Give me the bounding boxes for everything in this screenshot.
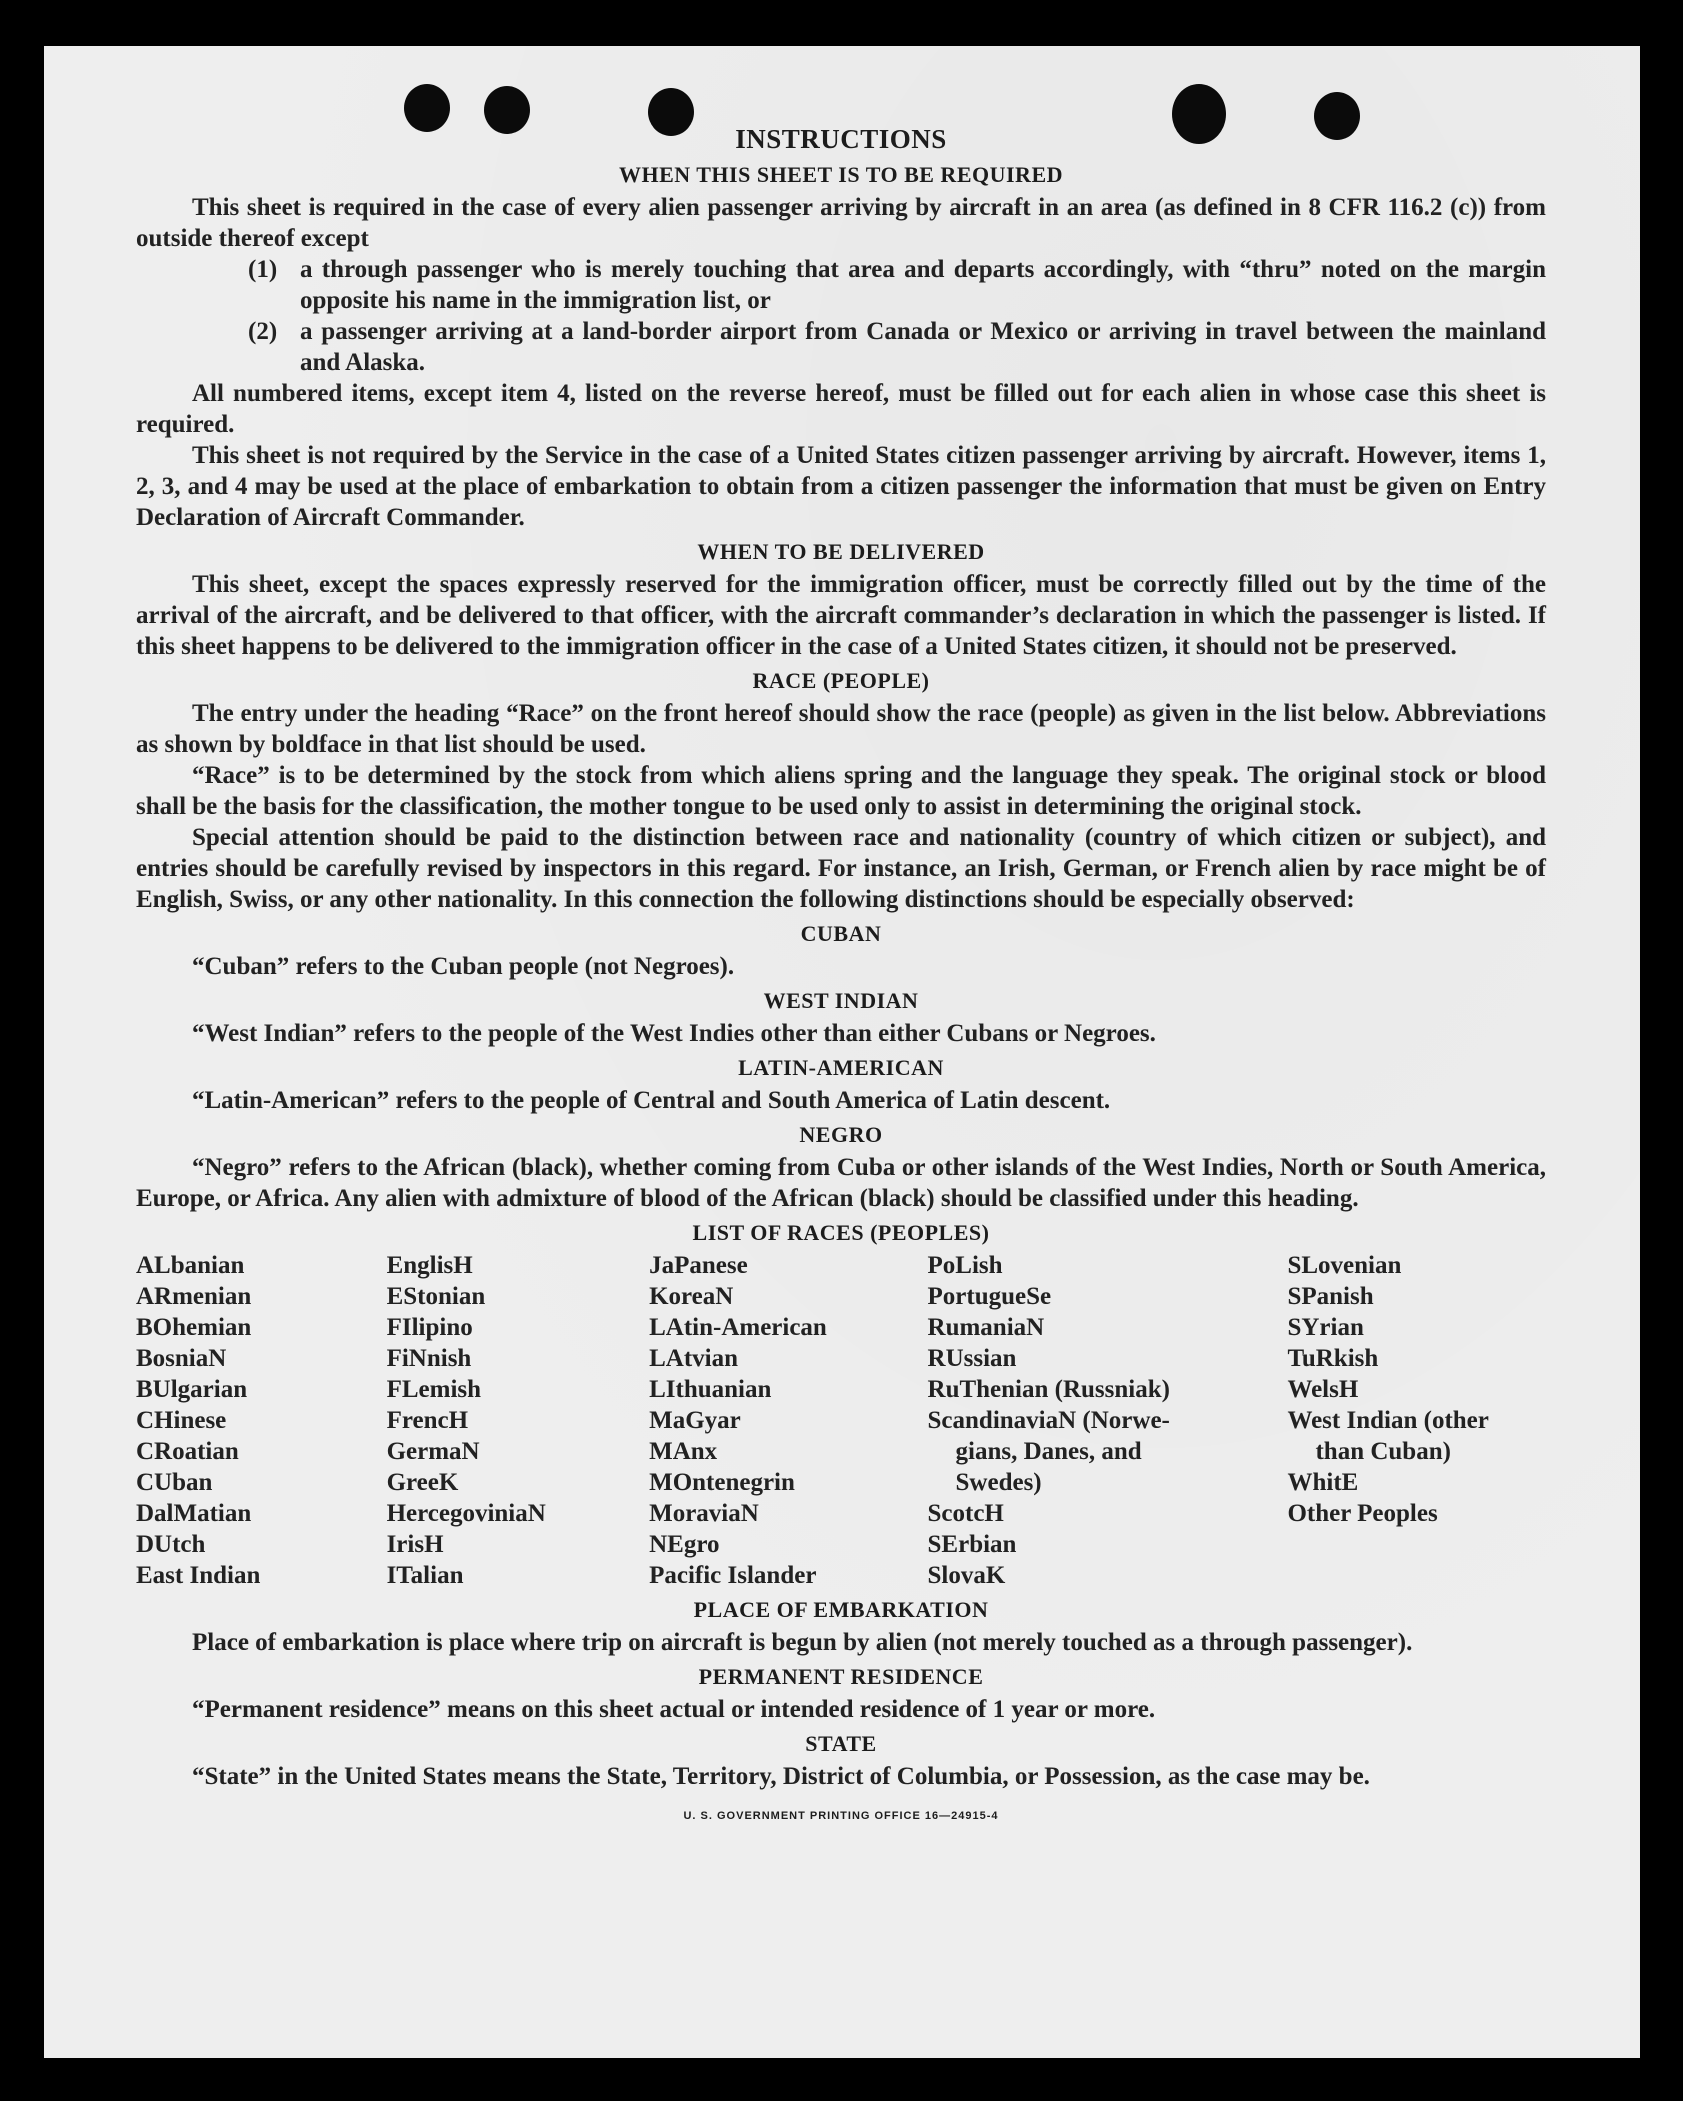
- races-column: [649, 1250, 927, 1591]
- instructions-content: [136, 118, 1546, 1822]
- embarkation-text: Place of embarkation is place where trip on aircraft is begun by alien (not merely touched as a through passenger).: [192, 1629, 1413, 1656]
- race-entry: EStonian: [386, 1283, 486, 1310]
- section-heading-residence: PERMANENT RESIDENCE: [698, 1664, 984, 1689]
- section-heading-race: RACE (PEOPLE): [752, 668, 930, 693]
- cuban-text: “Cuban” refers to the Cuban people (not Negroes).: [192, 953, 735, 980]
- races-column: [136, 1250, 387, 1591]
- numbered-items-paragraph: All numbered items, except item 4, listed on the reverse hereof, must be filled out for each alien in whose case this sheet is required.: [136, 380, 1546, 438]
- races-column: [387, 1250, 650, 1591]
- document-page: [44, 46, 1640, 2058]
- section-heading-latin-american: LATIN-AMERICAN: [738, 1055, 944, 1080]
- race-entry: ARmenian: [136, 1283, 252, 1310]
- race-entry: FIlipino: [386, 1314, 473, 1341]
- race-entry: ITalian: [386, 1562, 464, 1589]
- state-text: “State” in the United States means the State, Territory, District of Columbia, or Possession, as the case may be.: [192, 1763, 1370, 1790]
- race-entry: GermaN: [386, 1438, 480, 1465]
- section-heading-cuban: CUBAN: [800, 921, 882, 946]
- printer-imprint: U. S. GOVERNMENT PRINTING OFFICE 16—24915-4: [683, 1810, 999, 1822]
- race-entry: East Indian: [136, 1562, 261, 1589]
- residence-text: “Permanent residence” means on this sheet actual or intended residence of 1 year or more.: [192, 1696, 1156, 1723]
- section-heading-list-of-races: LIST OF RACES (PEOPLES): [692, 1220, 990, 1245]
- races-list: [136, 1250, 1546, 1591]
- races-column: [1287, 1250, 1546, 1591]
- exception-item: [248, 254, 1546, 316]
- race-entry: West Indian (other: [1287, 1407, 1489, 1434]
- west-indian-text: “West Indian” refers to the people of the West Indies other than either Cubans or Negroes.: [192, 1020, 1156, 1047]
- section-heading-embarkation: PLACE OF EMBARKATION: [693, 1597, 989, 1622]
- section-heading-negro: NEGRO: [799, 1122, 883, 1147]
- race-paragraph: “Race” is to be determined by the stock from which aliens spring and the language they speak. The original stock or blood shall be the basis for the classification, the mother tongue to be used only to assist in determining the original stock.: [136, 762, 1546, 820]
- race-entry: MAnx: [649, 1438, 718, 1465]
- citizen-paragraph: This sheet is not required by the Service in the case of a United States citizen passenger arriving by aircraft. However, items 1, 2, 3, and 4 may be used at the place of embarkation to obtain from a citizen passenger the information that must be given on Entry Declaration of Aircraft Commander.: [136, 442, 1546, 531]
- exception-number: (1): [248, 256, 278, 283]
- exception-item: [248, 316, 1546, 378]
- race-entry: WhitE: [1287, 1469, 1359, 1496]
- race-entry: IrisH: [386, 1531, 444, 1558]
- when-delivered-text: This sheet, except the spaces expressly reserved for the immigration officer, must be correctly filled out by the time of the arrival of the aircraft, and be delivered to that officer, with the aircraft commander’s declaration in which the passenger is listed. If this sheet happens to be delivered to the immigration officer in the case of a United States citizen, it should not be preserved.: [136, 571, 1546, 660]
- race-entry: ALbanian: [136, 1252, 245, 1279]
- race-entry: Other Peoples: [1287, 1500, 1438, 1527]
- race-paragraph: Special attention should be paid to the distinction between race and nationality (country of which citizen or subject), and entries should be carefully revised by inspectors in this regard. For instance, an Irish, German, or French alien by race might be of English, Swiss, or any other nationality. In this connection the following distinctions should be especially observed:: [136, 824, 1546, 913]
- race-entry: Pacific Islander: [649, 1562, 817, 1589]
- race-entry: KoreaN: [649, 1283, 734, 1310]
- race-entry: RuThenian (Russniak): [927, 1376, 1170, 1403]
- race-entry: PortugueSe: [927, 1283, 1052, 1310]
- race-entry: WelsH: [1287, 1376, 1359, 1403]
- race-entry: CUban: [136, 1469, 213, 1496]
- race-entry: FrencH: [386, 1407, 469, 1434]
- race-entry: JaPanese: [649, 1252, 748, 1279]
- race-entry: ScotcH: [927, 1500, 1004, 1527]
- race-entry: EnglisH: [386, 1252, 473, 1279]
- race-entry: LAtin-American: [649, 1314, 827, 1341]
- race-paragraph: The entry under the heading “Race” on the front hereof should show the race (people) as given in the list below. Abbreviations as shown by boldface in that list should be used.: [136, 700, 1546, 758]
- section-heading-when-delivered: WHEN TO BE DELIVERED: [697, 539, 985, 564]
- race-entry: than Cuban): [1315, 1438, 1451, 1465]
- race-entry: SErbian: [927, 1531, 1017, 1558]
- races-column: [928, 1250, 1288, 1591]
- race-entry: DalMatian: [136, 1500, 252, 1527]
- exception-number: (2): [248, 318, 278, 345]
- exception-text: a through passenger who is merely touching that area and departs accordingly, with “thru” noted on the margin opposite his name in the immigration list, or: [300, 256, 1546, 314]
- race-entry: MaGyar: [649, 1407, 741, 1434]
- section-heading-when-required: WHEN THIS SHEET IS TO BE REQUIRED: [618, 162, 1064, 187]
- race-entry: FiNnish: [386, 1345, 472, 1372]
- race-entry: Swedes): [955, 1469, 1042, 1496]
- race-entry: MoraviaN: [649, 1500, 759, 1527]
- exception-text: a passenger arriving at a land-border airport from Canada or Mexico or arriving in travel between the mainland and Alaska.: [300, 318, 1546, 376]
- race-entry: DUtch: [136, 1531, 206, 1558]
- section-heading-state: STATE: [805, 1731, 877, 1756]
- when-required-intro: This sheet is required in the case of every alien passenger arriving by aircraft in an area (as defined in 8 CFR 116.2 (c)) from outside thereof except: [136, 194, 1546, 252]
- race-entry: RUssian: [927, 1345, 1017, 1372]
- race-entry: FLemish: [386, 1376, 482, 1403]
- race-entry: SLovenian: [1287, 1252, 1402, 1279]
- race-entry: GreeK: [386, 1469, 459, 1496]
- race-entry: SPanish: [1287, 1283, 1374, 1310]
- race-entry: CRoatian: [136, 1438, 239, 1465]
- race-entry: BUlgarian: [136, 1376, 248, 1403]
- race-entry: MOntenegrin: [649, 1469, 795, 1496]
- race-entry: SYrian: [1287, 1314, 1364, 1341]
- section-heading-west-indian: WEST INDIAN: [763, 988, 919, 1013]
- race-entry: CHinese: [136, 1407, 227, 1434]
- race-entry: PoLish: [927, 1252, 1003, 1279]
- race-entry: ScandinaviaN (Norwe-: [927, 1407, 1170, 1434]
- race-entry: NEgro: [649, 1531, 720, 1558]
- latin-american-text: “Latin-American” refers to the people of Central and South America of Latin descent.: [192, 1087, 1111, 1114]
- negro-text: “Negro” refers to the African (black), whether coming from Cuba or other islands of the West Indies, North or South America, Europe, or Africa. Any alien with admixture of blood of the African (black) should be classified under this heading.: [136, 1154, 1546, 1212]
- race-entry: RumaniaN: [927, 1314, 1045, 1341]
- race-entry: gians, Danes, and: [955, 1438, 1142, 1465]
- page-title: INSTRUCTIONS: [735, 124, 947, 154]
- race-entry: SlovaK: [927, 1562, 1006, 1589]
- race-entry: LAtvian: [649, 1345, 738, 1372]
- race-entry: TuRkish: [1287, 1345, 1379, 1372]
- race-entry: BOhemian: [136, 1314, 252, 1341]
- race-entry: HercegoviniaN: [386, 1500, 546, 1527]
- race-entry: BosniaN: [136, 1345, 227, 1372]
- race-entry: LIthuanian: [649, 1376, 772, 1403]
